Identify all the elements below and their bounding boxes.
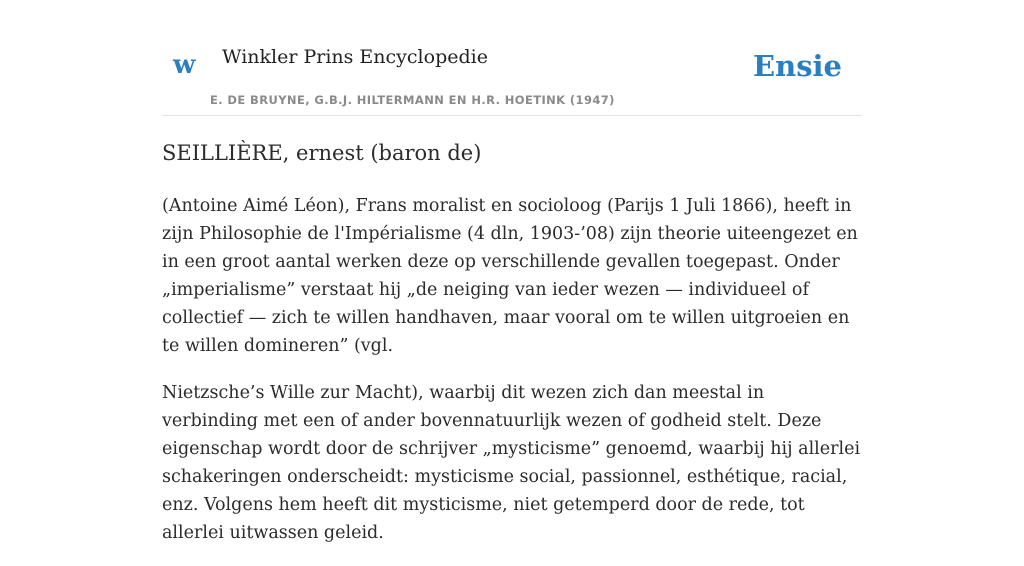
entry-paragraph: Nietzsche’s Wille zur Macht), waarbij dit wezen zich dan meestal in verbinding met een of ander bovennatuurlijk wezen of godheid stelt. Deze eigenschap wordt door de schrijver „mysticisme” genoemd, waarbij hij allerlei schakeringen onderscheidt: mysticisme social, passionnel, esthétique, racial, enz. Volgens hem heeft dit mysticisme, niet getemperd door de rede, tot allerlei uitwassen geleid. [162,383,861,543]
entry-title: SEILLIÈRE, ernest (baron de) [162,141,482,165]
entry-paragraph: (Antoine Aimé Léon), Frans moralist en socioloog (Parijs 1 Juli 1866), heeft in zijn Philosophie de l'Impérialisme (4 dln, 1903-’08) zijn theorie uiteengezet en in een groot aantal werken deze op verschillende gevallen toegepast. Onder „imperialisme” verstaat hij „de neiging van ieder wezen — individueel of collectief — zich te willen handhaven, maar vooral om te willen uitgroeien en te willen domineren” (vgl. [162,196,858,356]
ensie-logo[interactable]: Ensie [753,49,842,83]
publication-logo-icon[interactable]: w [173,50,196,80]
publication-authors: E. DE BRUYNE, G.B.J. HILTERMANN EN H.R. HOETINK (1947) [210,93,615,107]
publication-title[interactable]: Winkler Prins Encyclopedie [222,46,488,68]
entry-body [162,192,862,566]
header-divider [162,115,862,116]
